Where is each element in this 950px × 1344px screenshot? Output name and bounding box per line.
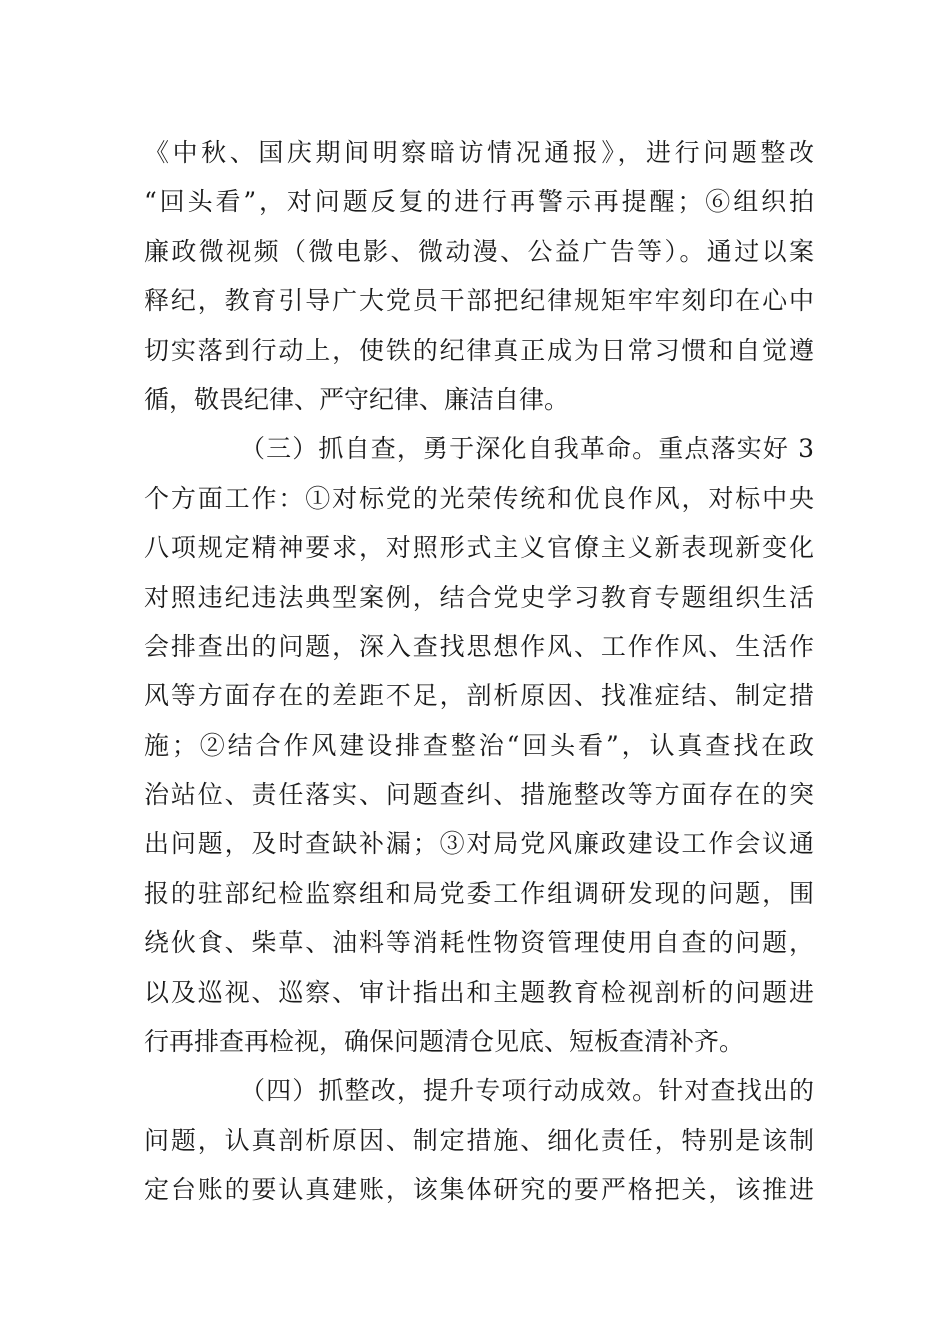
text-line: 对照违纪违法典型案例，结合党史学习教育专题组织生活 (144, 582, 814, 612)
text-line: 循，敬畏纪律、严守纪律、廉洁自律。 (144, 384, 570, 414)
text-line: 个方面工作：①对标党的光荣传统和优良作风，对标中央 (144, 483, 814, 513)
text-line: 风等方面存在的差距不足，剖析原因、找准症结、制定措 (144, 681, 814, 711)
text-line: 行再排查再检视，确保问题清仓见底、短板查清补齐。 (144, 1027, 745, 1057)
text-line: 廉政微视频（微电影、微动漫、公益广告等）。通过以案 (144, 236, 814, 266)
text-line: 释纪，教育引导广大党员干部把纪律规矩牢牢刻印在心中 (144, 286, 814, 316)
text-line: 问题，认真剖析原因、制定措施、细化责任，特别是该制 (144, 1125, 814, 1155)
text-line: 治站位、责任落实、问题查纠、措施整改等方面存在的突 (144, 780, 814, 810)
text-line: 切实落到行动上，使铁的纪律真正成为日常习惯和自觉遵 (144, 335, 814, 365)
text-line: 会排查出的问题，深入查找思想作风、工作作风、生活作 (144, 631, 814, 661)
text-line: （三）抓自查，勇于深化自我革命。重点落实好 3 (240, 434, 814, 464)
text-line: 定台账的要认真建账，该集体研究的要严格把关，该推进 (144, 1175, 814, 1205)
text-line: 八项规定精神要求，对照形式主义官僚主义新表现新变化 (144, 533, 814, 563)
text-line: 施；②结合作风建设排查整治“回头看”，认真查找在政 (144, 730, 814, 760)
text-line: 出问题，及时查缺补漏；③对局党风廉政建设工作会议通 (144, 829, 814, 859)
body-text (144, 128, 814, 1215)
text-line: 报的驻部纪检监察组和局党委工作组调研发现的问题，围 (144, 878, 814, 908)
text-line: “回头看”，对问题反复的进行再警示再提醒；⑥组织拍 (144, 187, 814, 217)
text-line: 绕伙食、柴草、油料等消耗性物资管理使用自查的问题， (144, 928, 814, 958)
text-line: 《中秋、国庆期间明察暗访情况通报》，进行问题整改 (144, 138, 814, 167)
text-line: 以及巡视、巡察、审计指出和主题教育检视剖析的问题进 (144, 977, 814, 1007)
text-line: （四）抓整改，提升专项行动成效。针对查找出的 (240, 1076, 814, 1106)
